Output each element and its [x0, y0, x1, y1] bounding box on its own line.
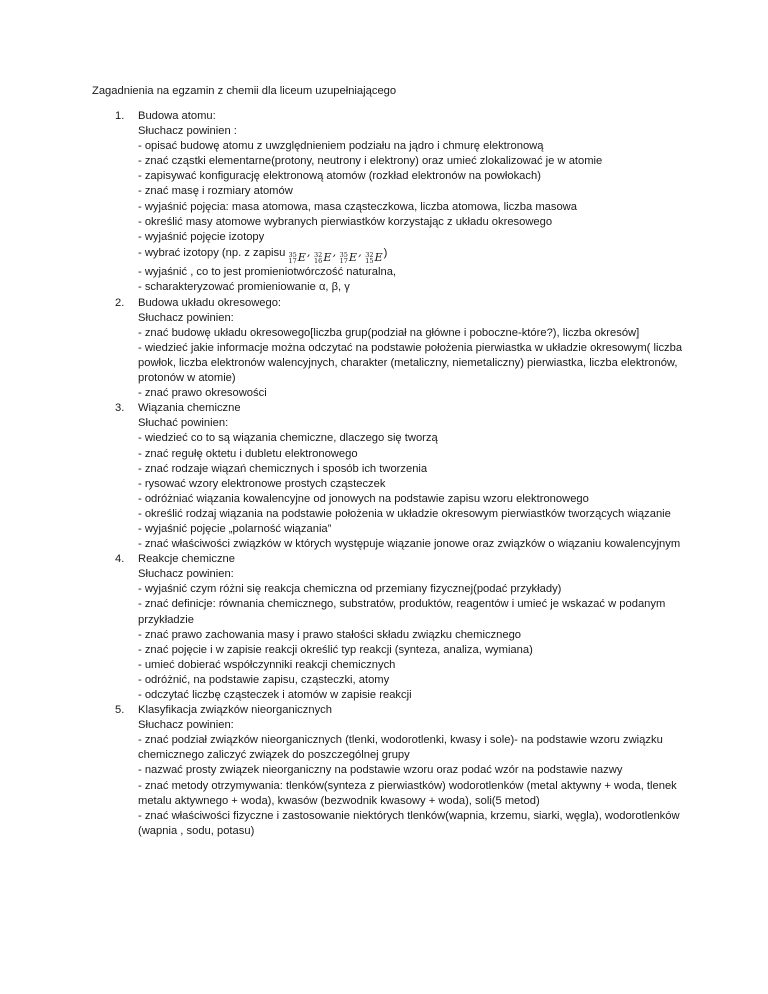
list-item: - znać metody otrzymywania: tlenków(synteza z pierwiastków) wodorotlenków (metal aktywny + woda, tlenek metalu aktywnego + woda), kwasów (bezwodnik kwasowy + woda), soli(5 metod): [138, 779, 677, 807]
section-atom-structure: [92, 109, 692, 296]
list-item: - wiedzieć co to są wiązania chemiczne, dlaczego się tworzą: [138, 432, 438, 445]
list-item: - wyjaśnić pojęcie „polarność wiązania”: [138, 522, 332, 535]
section-heading: Budowa atomu:: [138, 110, 216, 122]
mass-number: 35: [339, 250, 348, 259]
list-item: - znać masę i rozmiary atomów: [138, 185, 293, 198]
list-item: - wyjaśnić czym różni się reakcja chemiczna od przemiany fizycznej(podać przykłady): [138, 583, 562, 596]
list-item: - znać prawo okresowości: [138, 387, 267, 400]
isotope-list-item: [138, 245, 692, 266]
list-item: - znać prawo zachowania masy i prawo stałości składu związku chemicznego: [138, 628, 522, 641]
section-chemical-reactions: [92, 552, 692, 703]
list-item: - znać pojęcie i w zapisie reakcji określić typ reakcji (synteza, analiza, wymiana): [138, 643, 533, 656]
nuclide: [365, 250, 382, 265]
section-number: 1.: [115, 110, 125, 122]
list-item: - opisać budowę atomu z uwzględnieniem podziału na jądro i chmurę elektronową: [138, 140, 544, 153]
list-item: - znać podział związków nieorganicznych (tlenki, wodorotlenki, kwasy i sole)- na podstawie wzoru związku chemicznego zaliczyć związek do poszczególnej grupy: [138, 734, 663, 762]
list-item: - określić masy atomowe wybranych pierwiastków korzystając z układu okresowego: [138, 215, 553, 228]
list-item: - znać definicje: równania chemicznego, substratów, produktów, reagentów i umieć je wskazać w podanym przykładzie: [138, 598, 666, 626]
section-number: 5.: [115, 704, 125, 717]
element-symbol: E: [297, 251, 306, 265]
section-chemical-bonds: [92, 401, 692, 552]
list-item: - nazwać prosty związek nieorganiczny na podstawie wzoru oraz podać wzór na podstawie nazwy: [138, 764, 623, 777]
list-item: - rysować wzory elektronowe prostych cząsteczek: [138, 477, 386, 490]
list-item: - umieć dobierać współczynniki reakcji chemicznych: [138, 658, 396, 671]
section-heading: Reakcje chemiczne: [138, 553, 236, 566]
list-item: - znać regułę oktetu i dubletu elektronowego: [138, 447, 358, 460]
atomic-number: 17: [339, 256, 348, 265]
element-symbol: E: [348, 251, 358, 265]
atomic-number: 17: [288, 256, 297, 265]
list-item: - znać właściwości związków w których występuje wiązanie jonowe oraz związków o wiązaniu kowalencyjnym: [138, 538, 681, 551]
list-item: - odróżnić, na podstawie zapisu, cząsteczki, atomy: [138, 673, 390, 686]
section-number: 3.: [115, 402, 125, 415]
list-item: - znać cząstki elementarne(protony, neutrony i elektrony) oraz umieć zlokalizować je w atomie: [138, 155, 603, 168]
section-number: 4.: [115, 553, 125, 566]
section-intro: Słuchać powinien:: [138, 417, 229, 430]
atomic-number: 16: [314, 256, 323, 265]
element-symbol: E: [374, 251, 383, 265]
element-symbol: E: [323, 251, 332, 265]
list-item: - znać właściwości fizyczne i zastosowanie niektórych tlenków(wapnia, krzemu, siarki, węgla), wodorotlenków (wapnia , sodu, potasu): [138, 809, 680, 837]
list-item: - odczytać liczbę cząsteczek i atomów w zapisie reakcji: [138, 689, 412, 702]
section-intro: Słuchacz powinien :: [138, 125, 237, 138]
list-item: - wyjaśnić , co to jest promieniotwórczość naturalna,: [138, 266, 397, 279]
list-item: - znać rodzaje wiązań chemicznych i sposób ich tworzenia: [138, 462, 428, 475]
section-heading: Klasyfikacja związków nieorganicznych: [138, 704, 333, 717]
list-item: - wyjaśnić pojęcia: masa atomowa, masa cząsteczkowa, liczba atomowa, liczba masowa: [138, 200, 577, 213]
list-item: - scharakteryzować promieniowanie α, β, γ: [138, 281, 350, 294]
document-title: Zagadnienia na egzamin z chemii dla liceum uzupełniającego: [92, 85, 397, 97]
section-periodic-table: [92, 296, 692, 402]
topic-list: [92, 109, 692, 839]
section-intro: Słuchacz powinien:: [138, 719, 234, 732]
mass-number: 35: [288, 250, 297, 259]
section-intro: Słuchacz powinien:: [138, 311, 234, 324]
section-number: 2.: [115, 296, 125, 309]
mass-number: 32: [365, 250, 374, 259]
nuclide: [314, 250, 331, 265]
isotope-suffix: ): [383, 246, 388, 259]
nuclide: [340, 250, 357, 265]
list-item: - wiedzieć jakie informacje można odczytać na podstawie położenia pierwiastka w układzie okresowym( liczba powłok, liczba elektronów walencyjnych, charakter (metaliczny, niemetaliczny) pierwiastka, liczba elektronów, protonów w atomie): [138, 341, 683, 385]
list-item: - znać budowę układu okresowego[liczba grup(podział na główne i poboczne-które?), liczba okresów]: [138, 326, 640, 339]
isotope-notation: 35 17 E , 32 16 E , 35 17 E , 32 15 E: [288, 245, 383, 265]
section-heading: Wiązania chemiczne: [138, 402, 241, 415]
nuclide: [288, 250, 305, 265]
section-intro: Słuchacz powinien:: [138, 568, 234, 581]
atomic-number: 15: [365, 256, 374, 265]
isotope-prefix: - wybrać izotopy (np. z zapisu: [138, 246, 289, 259]
list-item: - odróżniać wiązania kowalencyjne od jonowych na podstawie zapisu wzoru elektronowego: [138, 492, 589, 505]
list-item: - wyjaśnić pojęcie izotopy: [138, 230, 265, 243]
list-item: - określić rodzaj wiązania na podstawie położenia w układzie okresowym pierwiastków tworzących wiązanie: [138, 507, 671, 520]
section-inorganic-compounds: [92, 703, 692, 839]
mass-number: 32: [314, 250, 323, 259]
list-item: - zapisywać konfigurację elektronową atomów (rozkład elektronów na powłokach): [138, 170, 541, 183]
section-heading: Budowa układu okresowego:: [138, 296, 282, 309]
